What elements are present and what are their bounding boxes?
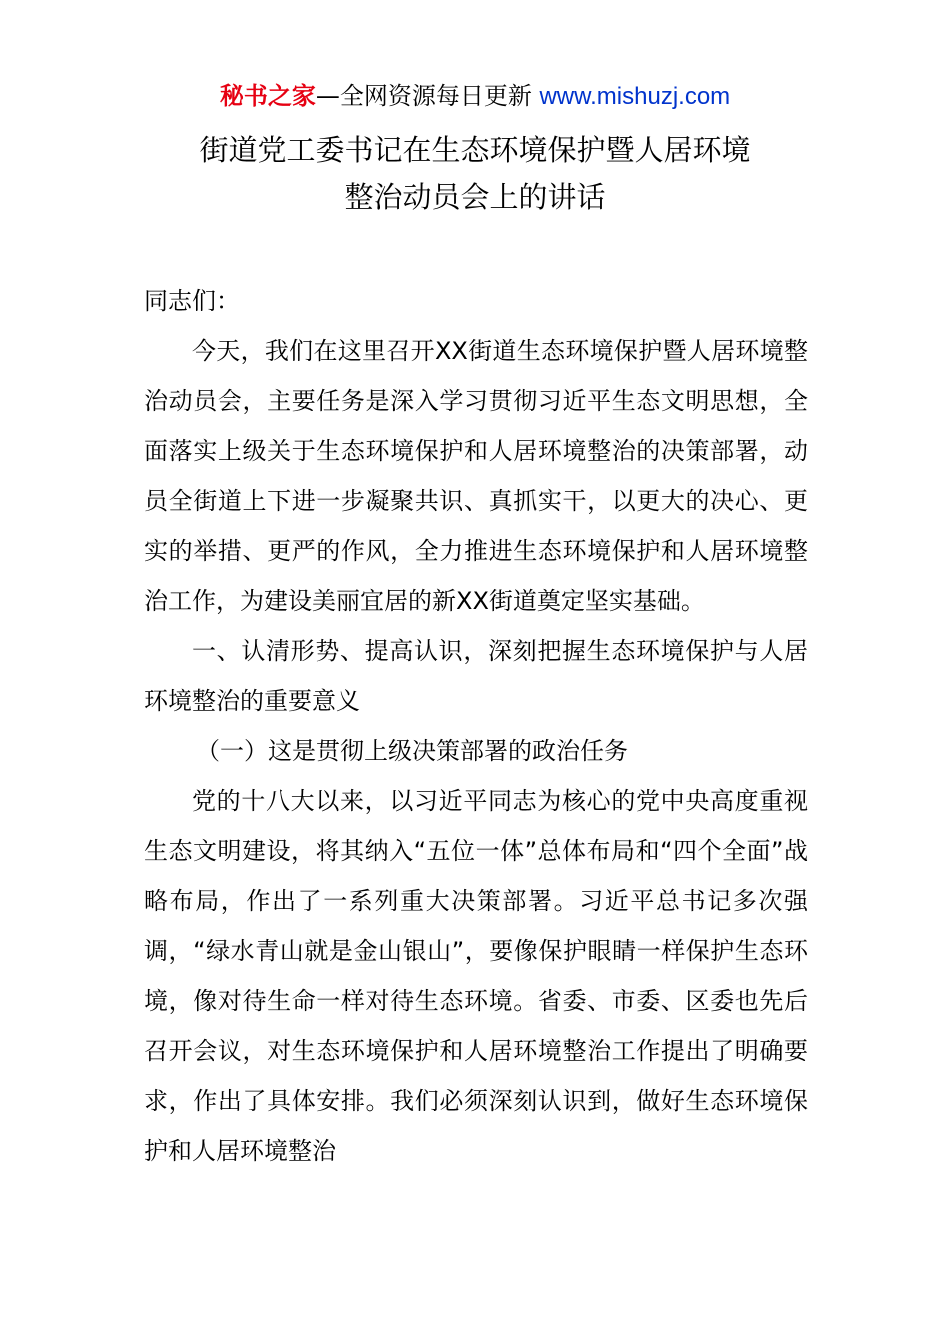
brand-name: 秘书之家 (219, 82, 316, 110)
site-header (0, 78, 950, 115)
site-url-link[interactable]: www.mishuzj.com (539, 83, 731, 110)
subsection-heading-1: （一）这是贯彻上级决策部署的政治任务 (196, 737, 628, 765)
document-title-line-1: 街道党工委书记在生态环境保护暨人居环境 (199, 133, 751, 167)
intro-paragraph: 今天，我们在这里召开XX街道生态环境保护暨人居环境整治动员会，主要任务是深入学习贯彻习近平生态文明思想，全面落实上级关于生态环境保护和人居环境整治的决策部署，动员全街道上下进一步凝聚共识、真抓实干，以更大的决心、更实的举措、更严的作风，全力推进生态环境保护和人居环境整治工作，为建设美丽宜居的新XX街道奠定坚实基础。 (144, 337, 808, 615)
body-paragraph: 党的十八大以来，以习近平同志为核心的党中央高度重视生态文明建设，将其纳入“五位一体”总体布局和“四个全面”战略布局，作出了一系列重大决策部署。习近平总书记多次强调，“绿水青山就是金山银山”，要像保护眼睛一样保护生态环境，像对待生命一样对待生态环境。省委、市委、区委也先后召开会议，对生态环境保护和人居环境整治工作提出了明确要求，作出了具体安排。我们必须深刻认识到，做好生态环境保护和人居环境整治 (144, 787, 808, 1165)
section-heading-1: 一、认清形势、提高认识，深刻把握生态环境保护与人居环境整治的重要意义 (144, 637, 808, 715)
document-body (144, 276, 808, 1176)
salutation: 同志们： (144, 287, 240, 315)
header-tagline: —全网资源每日更新 (315, 82, 540, 110)
document-title-line-2: 整治动员会上的讲话 (344, 180, 606, 214)
